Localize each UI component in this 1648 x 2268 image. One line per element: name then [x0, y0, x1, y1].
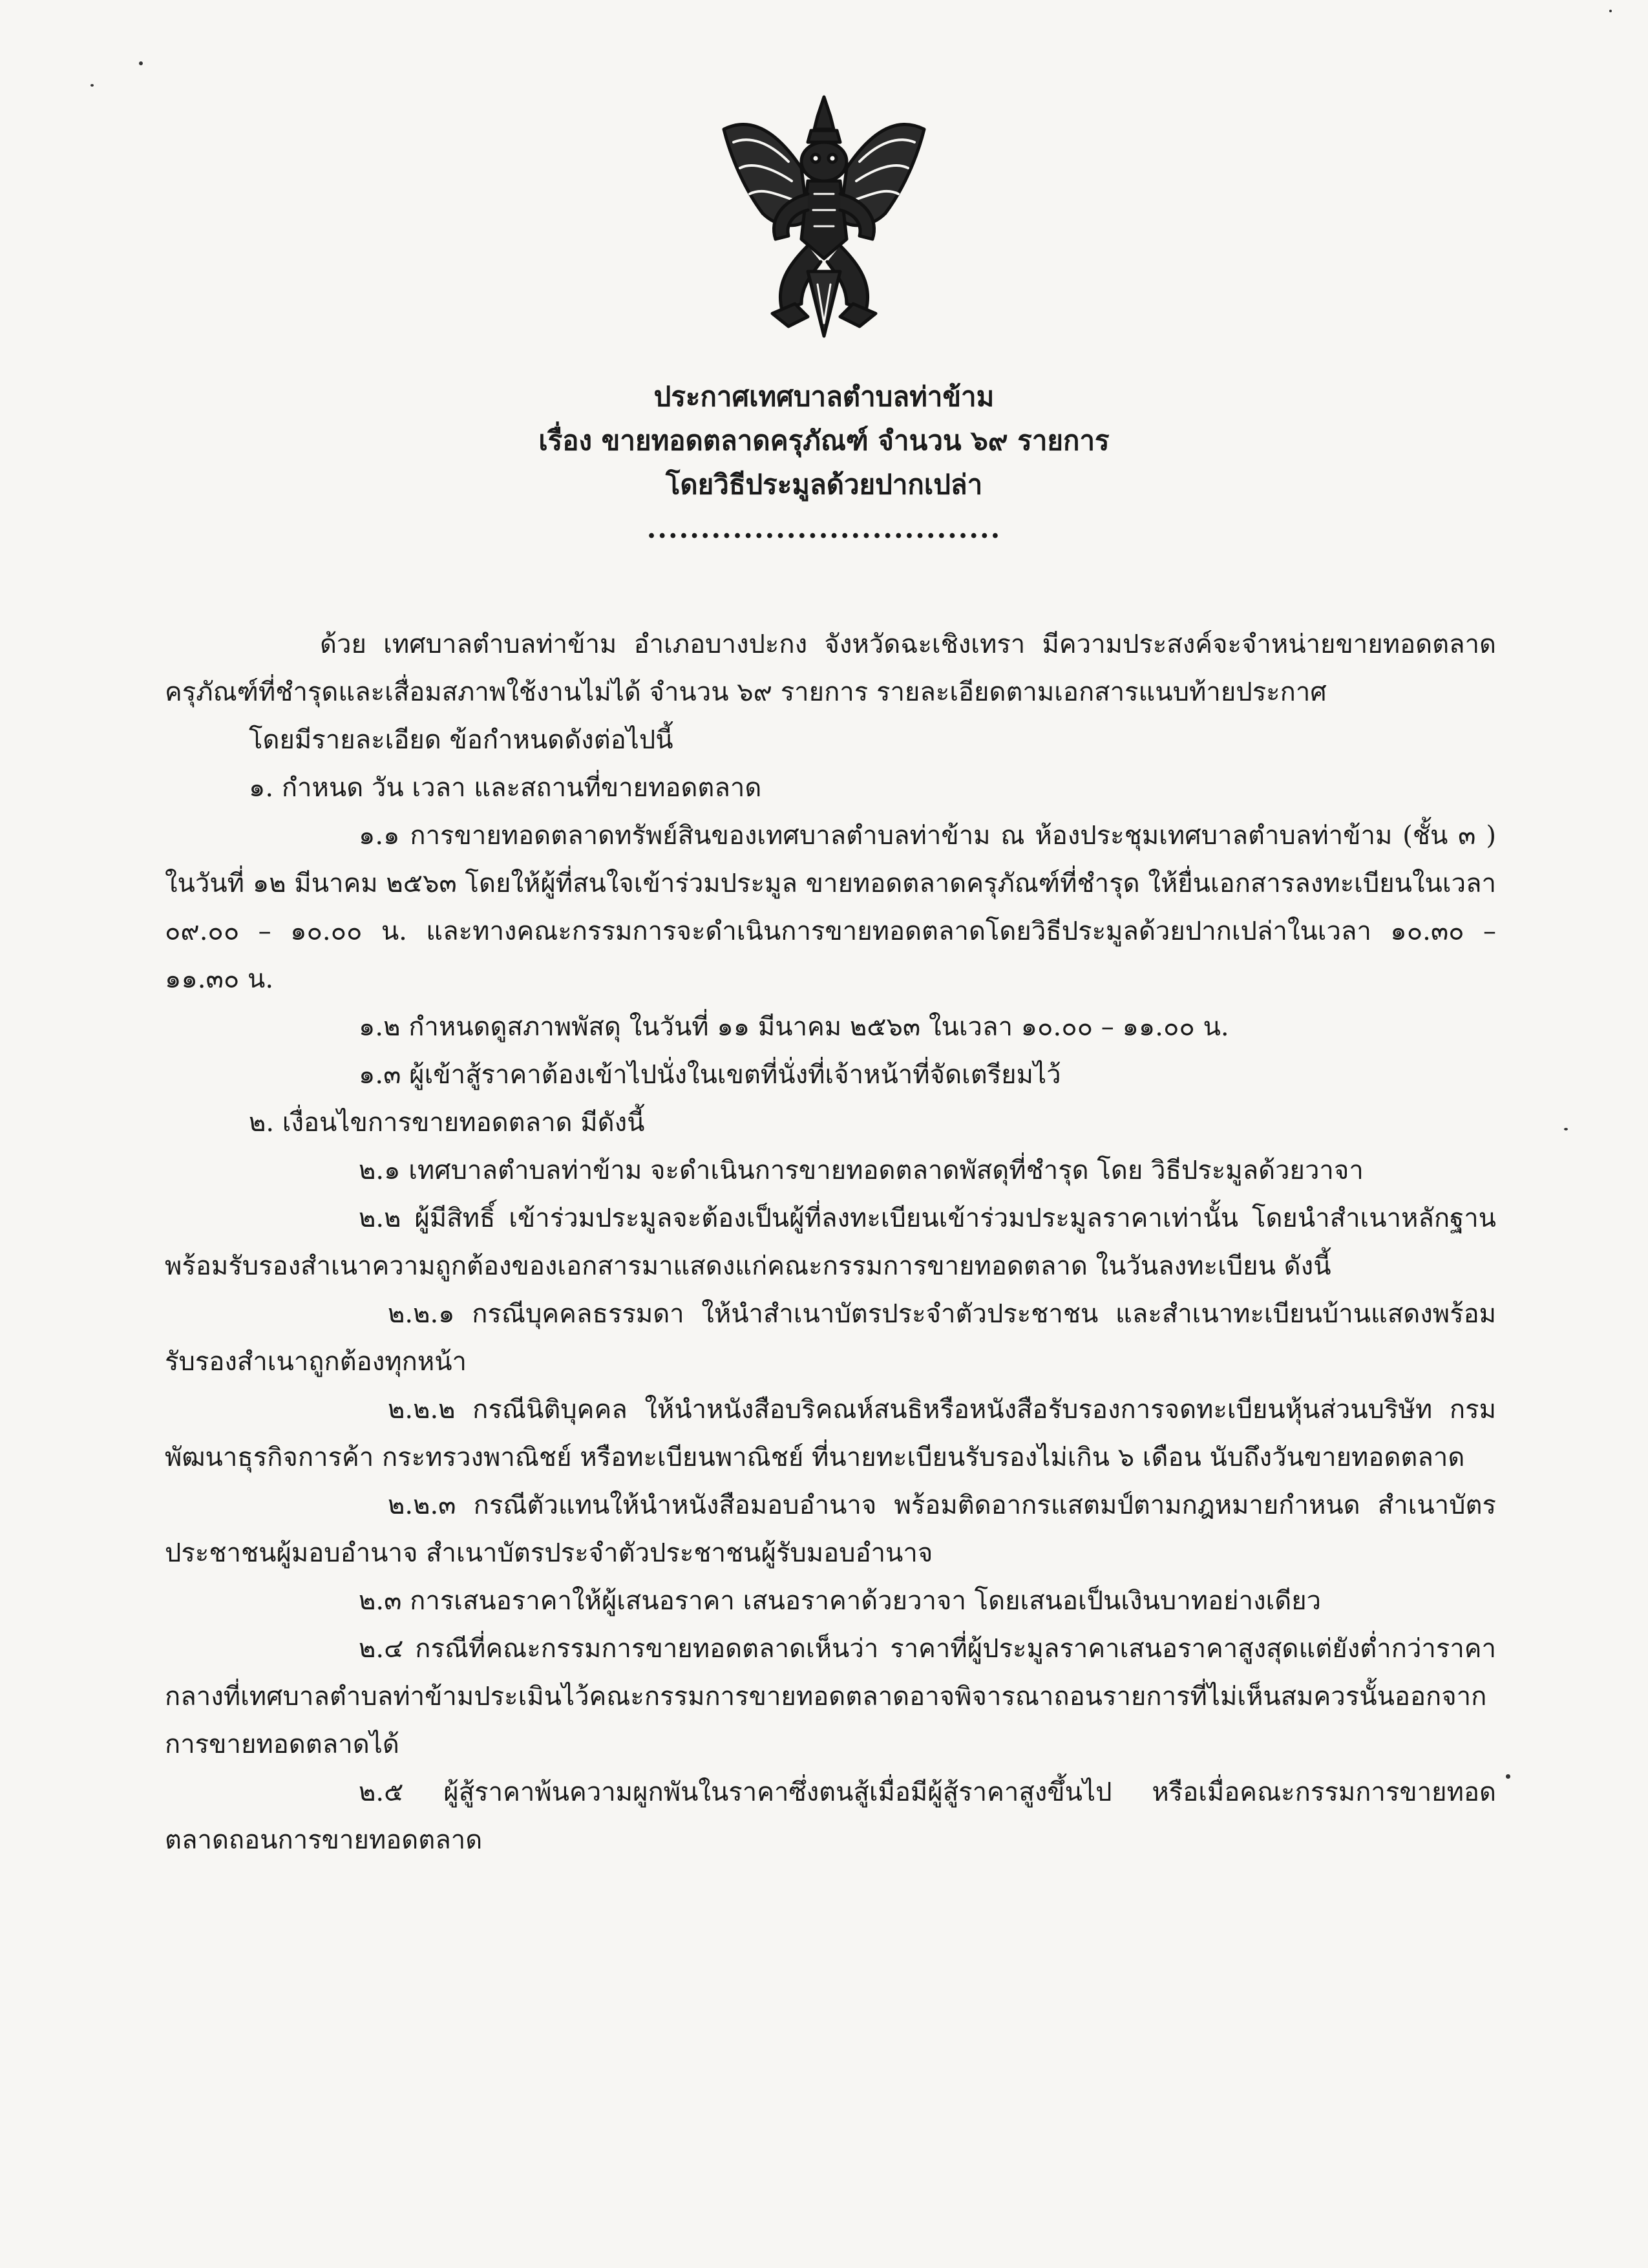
- paragraph: ๑.๑ การขายทอดตลาดทรัพย์สินของเทศบาลตำบลท่าข้าม ณ ห้องประชุมเทศบาลตำบลท่าข้าม (ชั้น ๓ ) ในวันที่ ๑๒ มีนาคม ๒๕๖๓ โดยให้ผู้ที่สนใจเข้าร่วมประมูล ขายทอดตลาดครุภัณฑ์ที่ชำรุด ให้ยื่นเอกสารลงทะเบียนในเวลา ๐๙.๐๐ – ๑๐.๐๐ น. และทางคณะกรรมการจะดำเนินการขายทอดตลาดโดยวิธีประมูลด้วยปากเปล่าในเวลา ๑๐.๓๐ – ๑๑.๓๐ น.: [165, 821, 1496, 994]
- section-heading: ๑. กำหนด วัน เวลา และสถานที่ขายทอดตลาด: [249, 773, 762, 803]
- announcement-title: [0, 375, 1648, 551]
- paragraph: ๒.๓ การเสนอราคาให้ผู้เสนอราคา เสนอราคาด้วยวาจา โดยเสนอเป็นเงินบาทอย่างเดียว: [359, 1586, 1322, 1616]
- paragraph: ๒.๔ กรณีที่คณะกรรมการขายทอดตลาดเห็นว่า ราคาที่ผู้ประมูลราคาเสนอราคาสูงสุดแต่ยังต่ำกว่าราคากลางที่เทศบาลตำบลท่าข้ามประเมินไว้คณะกรรมการขายทอดตลาดอาจพิจารณาถอนรายการที่ไม่เห็นสมควรนั้นออกจากการขายทอดตลาดได้: [165, 1634, 1496, 1759]
- paragraph: ด้วย เทศบาลตำบลท่าข้าม อำเภอบางปะกง จังหวัดฉะเชิงเทรา มีความประสงค์จะจำหน่ายขายทอดตลาดครุภัณฑ์ที่ชำรุดและเสื่อมสภาพใช้งานไม่ได้ จำนวน ๖๙ รายการ รายละเอียดตามเอกสารแนบท้ายประกาศ: [165, 630, 1496, 707]
- title-divider: .................................: [646, 513, 1002, 544]
- title-line-1: ประกาศเทศบาลตำบลท่าข้าม: [653, 381, 995, 412]
- title-line-3: โดยวิธีประมูลด้วยปากเปล่า: [665, 469, 983, 500]
- title-line-2: เรื่อง ขายทอดตลาดครุภัณฑ์ จำนวน ๖๙ รายการ: [538, 425, 1110, 456]
- scan-speck: [90, 84, 94, 87]
- section-heading: ๒. เงื่อนไขการขายทอดตลาด มีดังนี้: [249, 1108, 645, 1138]
- paragraph: ๒.๒.๒ กรณีนิติบุคคล ให้นำหนังสือบริคณห์สนธิหรือหนังสือรับรองการจดทะเบียนหุ้นส่วนบริษัท กรมพัฒนาธุรกิจการค้า กระทรวงพาณิชย์ หรือทะเบียนพาณิชย์ ที่นายทะเบียนรับรองไม่เกิน ๖ เดือน นับถึงวันขายทอดตลาด: [165, 1395, 1496, 1472]
- paragraph: ๒.๑ เทศบาลตำบลท่าข้าม จะดำเนินการขายทอดตลาดพัสดุที่ชำรุด โดย วิธีประมูลด้วยวาจา: [359, 1156, 1364, 1185]
- scan-speck: [1609, 10, 1612, 12]
- paragraph: ๑.๒ กำหนดดูสภาพพัสดุ ในวันที่ ๑๑ มีนาคม ๒๕๖๓ ในเวลา ๑๐.๐๐ – ๑๑.๐๐ น.: [359, 1012, 1229, 1042]
- paragraph: ๑.๓ ผู้เข้าสู้ราคาต้องเข้าไปนั่งในเขตที่นั่งที่เจ้าหน้าที่จัดเตรียมไว้: [359, 1060, 1061, 1090]
- scan-speck: [1564, 1128, 1568, 1130]
- paragraph: ๒.๒.๓ กรณีตัวแทนให้นำหนังสือมอบอำนาจ พร้อมติดอากรแสตมป์ตามกฎหมายกำหนด สำเนาบัตรประชาชนผู้มอบอำนาจ สำเนาบัตรประจำตัวประชาชนผู้รับมอบอำนาจ: [165, 1490, 1496, 1568]
- paragraph: ๒.๒ ผู้มีสิทธิ์ เข้าร่วมประมูลจะต้องเป็นผู้ที่ลงทะเบียนเข้าร่วมประมูลราคาเท่านั้น โดยนำสำเนาหลักฐานพร้อมรับรองสำเนาความถูกต้องของเอกสารมาแสดงแก่คณะกรรมการขายทอดตลาด ในวันลงทะเบียน ดังนี้: [165, 1203, 1496, 1281]
- paragraph: ๒.๒.๑ กรณีบุคคลธรรมดา ให้นำสำเนาบัตรประจำตัวประชาชน และสำเนาทะเบียนบ้านแสดงพร้อมรับรองสำเนาถูกต้องทุกหน้า: [165, 1299, 1496, 1377]
- announcement-body: [165, 620, 1496, 1864]
- paragraph: ๒.๕ ผู้สู้ราคาพ้นความผูกพันในราคาซึ่งตนสู้เมื่อมีผู้สู้ราคาสูงขึ้นไป หรือเมื่อคณะกรรมการขายทอดตลาดถอนการขายทอดตลาด: [165, 1777, 1496, 1855]
- scan-speck: [1506, 1774, 1510, 1779]
- garuda-emblem-icon: [711, 90, 937, 349]
- scan-speck: [139, 61, 143, 65]
- paragraph: โดยมีรายละเอียด ข้อกำหนดดังต่อไปนี้: [249, 725, 673, 755]
